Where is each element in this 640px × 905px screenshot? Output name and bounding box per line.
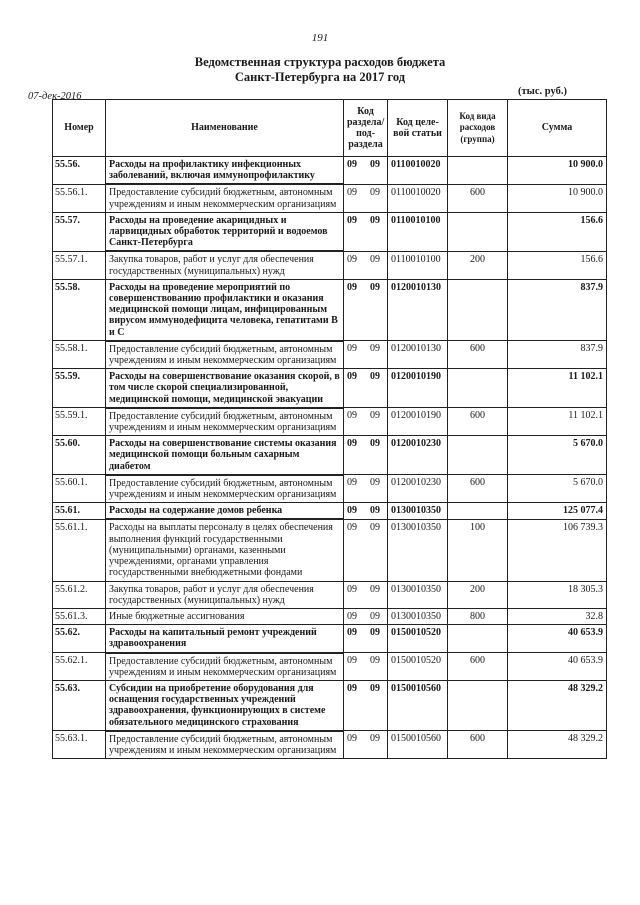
table-row [53,731,607,759]
subsection-code: 09 [370,159,380,170]
row-target-code: 0110010100 [388,251,448,279]
row-section-code [344,369,388,408]
subsection-code: 09 [370,627,380,639]
row-target-code: 0130010350 [388,519,448,581]
row-section-code [344,184,388,212]
row-expense-type: 200 [448,251,508,279]
row-target-code: 0130010350 [388,581,448,608]
table-row [53,608,607,624]
row-target-code: 0150010560 [388,680,448,730]
table-row [53,503,607,520]
units-label: (тыс. руб.) [518,86,567,97]
table-row [53,251,607,279]
row-expense-type [448,212,508,251]
row-target-code: 0130010350 [388,608,448,624]
row-number: 55.60. [53,436,106,475]
row-number: 55.61.1. [53,519,106,581]
row-expense-type [448,436,508,475]
row-sum: 40 653.9 [508,653,607,681]
section-code: 09 [347,343,357,355]
row-target-code: 0110010020 [388,184,448,212]
row-sum: 156.6 [508,251,607,279]
subsection-code: 09 [370,477,380,489]
subsection-code: 09 [370,438,380,450]
date-stamp: 07-дек-2016 [28,91,82,102]
section-code: 09 [347,438,357,450]
row-number: 55.61.3. [53,608,106,624]
table-row [53,184,607,212]
row-name: Предоставление субсидий бюджетным, автономным учреждениям и иным некоммерческим организациям [106,341,344,369]
row-sum: 156.6 [508,212,607,251]
row-number: 55.63. [53,680,106,730]
budget-table [52,99,607,759]
row-target-code: 0130010350 [388,503,448,520]
row-expense-type: 100 [448,519,508,581]
row-sum: 837.9 [508,341,607,369]
row-sum: 11 102.1 [508,408,607,436]
section-code: 09 [347,186,357,198]
row-target-code: 0110010020 [388,157,448,185]
row-number: 55.56.1. [53,184,106,212]
row-sum: 837.9 [508,279,607,341]
row-section-code [344,251,388,279]
row-number: 55.56. [53,157,106,185]
row-sum: 48 329.2 [508,680,607,730]
row-name: Субсидии на приобретение оборудования для оснащения государственных учреждений здравоохранения, функционирующих в системе обязательного медицинского страхования [106,680,344,730]
row-name: Расходы на совершенствование системы оказания медицинской помощи больным сахарным диабетом [106,436,344,475]
section-code: 09 [347,655,357,667]
subsection-code: 09 [370,583,380,595]
table-row [53,653,607,681]
row-name: Предоставление субсидий бюджетным, автономным учреждениям и иным некоммерческим организациям [106,653,344,681]
subsection-code: 09 [370,343,380,355]
table-row [53,279,607,341]
row-section-code [344,212,388,251]
row-name: Предоставление субсидий бюджетным, автономным учреждениям и иным некоммерческим организациям [106,184,344,212]
subsection-code: 09 [370,733,380,745]
column-header-name: Наименование [106,100,344,157]
row-sum: 5 670.0 [508,475,607,503]
section-code: 09 [347,505,357,517]
section-code: 09 [347,214,357,226]
subsection-code: 09 [370,505,380,517]
title-line-2: Санкт-Петербурга на 2017 год [234,70,406,84]
row-name: Иные бюджетные ассигнования [106,608,344,624]
row-number: 55.59. [53,369,106,408]
row-number: 55.61. [53,503,106,520]
section-code: 09 [347,610,357,622]
title-line-1: Ведомственная структура расходов бюджета [194,55,446,69]
section-code: 09 [347,733,357,745]
section-code: 09 [347,371,357,383]
section-code: 09 [347,583,357,595]
row-name: Закупка товаров, работ и услуг для обеспечения государственных (муниципальных) нужд [106,251,344,279]
row-target-code: 0150010560 [388,731,448,759]
row-name: Расходы на профилактику инфекционных заболеваний, включая иммунопрофилактику [106,157,344,185]
row-expense-type [448,625,508,653]
row-name: Предоставление субсидий бюджетным, автономным учреждениям и иным некоммерческим организациям [106,408,344,436]
row-target-code: 0120010130 [388,279,448,341]
row-section-code [344,341,388,369]
row-section-code [344,157,388,185]
row-expense-type: 600 [448,408,508,436]
subsection-code: 09 [370,253,380,265]
row-expense-type: 600 [448,731,508,759]
row-target-code: 0120010230 [388,436,448,475]
row-target-code: 0120010190 [388,369,448,408]
row-section-code [344,279,388,341]
table-row [53,436,607,475]
row-number: 55.59.1. [53,408,106,436]
row-section-code [344,680,388,730]
row-name: Расходы на содержание домов ребенка [106,503,344,520]
row-expense-type [448,503,508,520]
row-number: 55.58.1. [53,341,106,369]
subsection-code: 09 [370,281,380,293]
row-expense-type [448,369,508,408]
row-section-code [344,436,388,475]
row-name: Расходы на капитальный ремонт учреждений здравоохранения [106,625,344,653]
section-code: 09 [347,627,357,639]
row-name: Предоставление субсидий бюджетным, автономным учреждениям и иным некоммерческим организациям [106,475,344,503]
column-header-sum: Сумма [508,100,607,157]
row-number: 55.63.1. [53,731,106,759]
row-expense-type: 600 [448,653,508,681]
table-body [53,157,607,759]
row-sum: 11 102.1 [508,369,607,408]
section-code: 09 [347,281,357,293]
row-section-code [344,475,388,503]
row-name: Расходы на выплаты персоналу в целях обеспечения выполнения функций государственными (муниципальными) органами, казенными учреждениями, органами управления государственными внебюджетными фондами [106,519,344,581]
subsection-code: 09 [370,655,380,667]
row-sum: 5 670.0 [508,436,607,475]
subsection-code: 09 [370,186,380,198]
table-row [53,519,607,581]
row-sum: 10 900.0 [508,184,607,212]
section-code: 09 [347,682,357,694]
row-section-code [344,625,388,653]
row-sum: 40 653.9 [508,625,607,653]
column-header-type: Код вида расходов (группа) [448,100,508,157]
row-sum: 125 077.4 [508,503,607,520]
subsection-code: 09 [370,610,380,622]
table-header-row [53,100,607,157]
table-row [53,369,607,408]
table-row [53,157,607,185]
section-code: 09 [347,477,357,489]
row-expense-type: 600 [448,341,508,369]
row-section-code [344,608,388,624]
table-row [53,408,607,436]
table-row [53,680,607,730]
row-number: 55.60.1. [53,475,106,503]
table-row [53,212,607,251]
subsection-code: 09 [370,682,380,694]
row-sum: 32.8 [508,608,607,624]
section-code: 09 [347,521,357,533]
row-name: Закупка товаров, работ и услуг для обеспечения государственных (муниципальных) нужд [106,581,344,608]
row-section-code [344,503,388,520]
row-target-code: 0120010190 [388,408,448,436]
row-sum: 48 329.2 [508,731,607,759]
table-row [53,581,607,608]
row-name: Расходы на проведение акарицидных и ларвицидных обработок территорий и водоемов Санкт-Петербурга [106,212,344,251]
row-target-code: 0110010100 [388,212,448,251]
document-title [0,55,640,85]
section-code: 09 [347,159,357,170]
table-row [53,341,607,369]
row-number: 55.61.2. [53,581,106,608]
row-name: Предоставление субсидий бюджетным, автономным учреждениям и иным некоммерческим организациям [106,731,344,759]
row-expense-type: 800 [448,608,508,624]
row-sum: 106 739.3 [508,519,607,581]
column-header-number: Номер [53,100,106,157]
row-expense-type [448,680,508,730]
subsection-code: 09 [370,410,380,422]
column-header-target: Код целе- вой статьи [388,100,448,157]
row-expense-type [448,157,508,185]
table-row [53,475,607,503]
row-name: Расходы на проведение мероприятий по совершенствованию профилактики и оказания медицинской помощи лицам, инфицированным вирусом иммунодефицита человека, гепатитами В и С [106,279,344,341]
row-section-code [344,408,388,436]
subsection-code: 09 [370,521,380,533]
row-expense-type: 600 [448,184,508,212]
subsection-code: 09 [370,214,380,226]
row-section-code [344,519,388,581]
row-sum: 18 305.3 [508,581,607,608]
column-header-section: Код раздела/ под- раздела [344,100,388,157]
row-number: 55.57. [53,212,106,251]
row-sum: 10 900.0 [508,157,607,185]
table-row [53,625,607,653]
row-target-code: 0150010520 [388,625,448,653]
row-section-code [344,581,388,608]
row-number: 55.58. [53,279,106,341]
row-name: Расходы на совершенствование оказания скорой, в том числе скорой специализированной, медицинской помощи, медицинской эвакуации [106,369,344,408]
section-code: 09 [347,253,357,265]
row-section-code [344,731,388,759]
row-target-code: 0120010130 [388,341,448,369]
subsection-code: 09 [370,371,380,383]
section-code: 09 [347,410,357,422]
page-number: 191 [311,32,329,44]
row-expense-type: 200 [448,581,508,608]
row-number: 55.62. [53,625,106,653]
row-expense-type [448,279,508,341]
row-section-code [344,653,388,681]
row-number: 55.57.1. [53,251,106,279]
row-expense-type: 600 [448,475,508,503]
row-number: 55.62.1. [53,653,106,681]
row-target-code: 0120010230 [388,475,448,503]
row-target-code: 0150010520 [388,653,448,681]
